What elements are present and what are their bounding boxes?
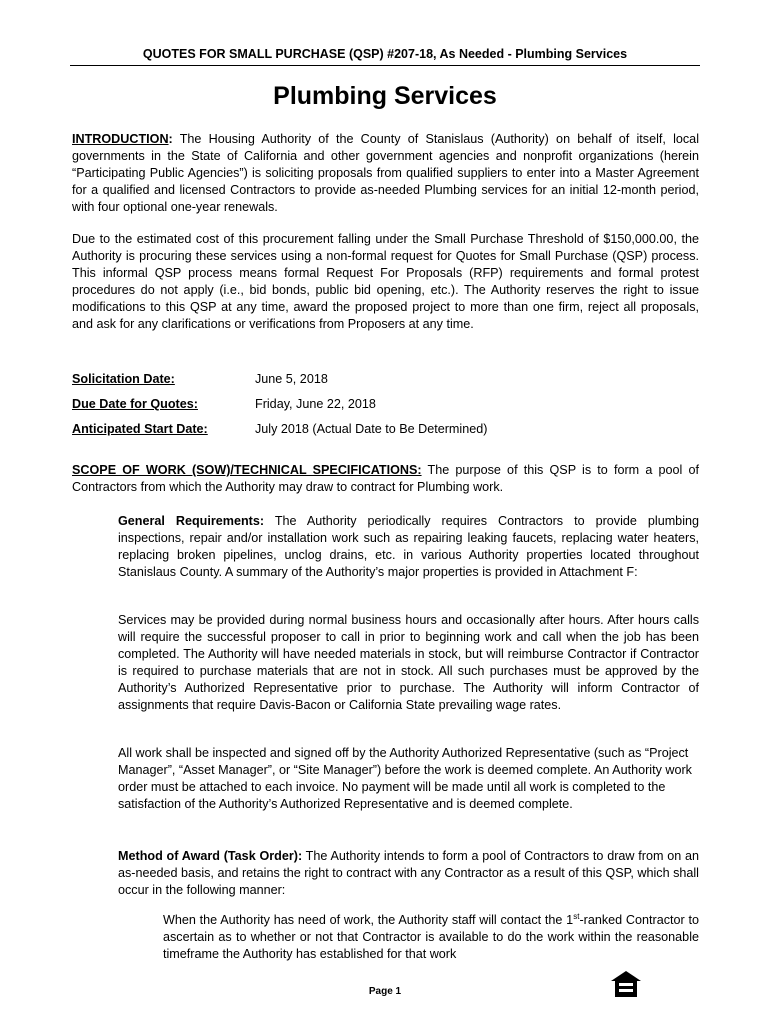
page-number: Page 1 [368, 986, 402, 997]
date-label: Due Date for Quotes: [72, 397, 198, 411]
award-step-sup: st [573, 911, 580, 921]
intro-colon: : [168, 132, 173, 146]
date-label: Solicitation Date: [72, 372, 175, 386]
general-text: The Authority periodically requires Contractors to provide plumbing inspections, repair and/or installation work such as repairing leaking faucets, replacing water heaters, replacing broken pipelines, unclog drains, etc. in various Authority properties located throughout Stanislaus County. A summary of the Authority’s major properties is provided in Attachment F: [118, 514, 699, 579]
general-label: General Requirements: [118, 514, 265, 528]
award-step-after: -ranked Contractor to ascertain as to whether or not that Contractor is available to do the work within the reasonable timeframe the Authority has established for that work [163, 913, 700, 961]
scope-label: SCOPE OF WORK (SOW)/TECHNICAL SPECIFICATIONS: [72, 463, 422, 477]
inspection-paragraph: All work shall be inspected and signed off by the Authority Authorized Representative (such as “Project Manager”, “Asset Manager”, or “Site Manager”) before the work is deemed complete. An Authority work order must be attached to each invoice. No payment will be made until all work is completed to the satisfaction of the Authority’s Authorized Representative and is deemed complete. [118, 746, 692, 811]
date-value: July 2018 (Actual Date to Be Determined) [255, 422, 488, 436]
award-step-paragraph [163, 912, 699, 963]
page-title: Plumbing Services [273, 82, 497, 110]
general-requirements-paragraph [118, 513, 699, 581]
scope-paragraph [72, 462, 699, 496]
services-paragraph: Services may be provided during normal business hours and occasionally after hours. After hours calls will require the successful proposer to call in prior to beginning work and call when the job has been completed. The Authority will have needed materials in stock, but will reimburse Contractor if Contractor is required to purchase materials that are not in stock. All such purchases must be approved by the Authority’s Authorized Representative prior to purchase. The Authority will inform Contractor of assignments that require Davis-Bacon or California State prevailing wage rates. [118, 613, 699, 712]
threshold-paragraph: Due to the estimated cost of this procurement falling under the Small Purchase Threshold of $150,000.00, the Authority is procuring these services using a non-formal request for Quotes for Small Purchase (QSP) process. This informal QSP process means formal Request For Proposals (RFP) requirements and formal protest procedures do not apply (i.e., bid bonds, public bid opening, etc.). The Authority reserves the right to issue modifications to this QSP at any time, award the proposed project to more than one firm, reject all proposals, and ask for any clarifications or verifications from Proposers at any time. [72, 232, 699, 331]
running-header: QUOTES FOR SMALL PURCHASE (QSP) #207-18, As Needed - Plumbing Services [70, 47, 700, 66]
equal-housing-opportunity-icon [610, 970, 642, 998]
award-step-before: When the Authority has need of work, the Authority staff will contact the 1 [163, 913, 574, 927]
intro-text: The Housing Authority of the County of Stanislaus (Authority) on behalf of itself, local governments in the State of California and other government agencies and nonprofit organizations (herein “Participating Public Agencies”) is soliciting proposals from qualified suppliers to enter into a Master Agreement for a qualified and licensed Contractors to provide as-needed Plumbing services for an initial 12-month period, with four optional one-year renewals. [72, 132, 699, 214]
date-value: June 5, 2018 [255, 372, 328, 386]
scope-text: The purpose of this QSP is to form a pool of Contractors from which the Authority may draw to contract for Plumbing work. [72, 463, 699, 494]
award-paragraph [118, 848, 699, 899]
award-label: Method of Award (Task Order): [118, 849, 303, 863]
award-text: The Authority intends to form a pool of Contractors to draw from on an as-needed basis, and retains the right to contract with any Contractor as a result of this QSP, which shall occur in the following manner: [118, 849, 699, 897]
date-label: Anticipated Start Date: [72, 422, 208, 436]
intro-label: INTRODUCTION [72, 132, 169, 146]
intro-paragraph [72, 131, 699, 216]
date-value: Friday, June 22, 2018 [255, 397, 376, 411]
